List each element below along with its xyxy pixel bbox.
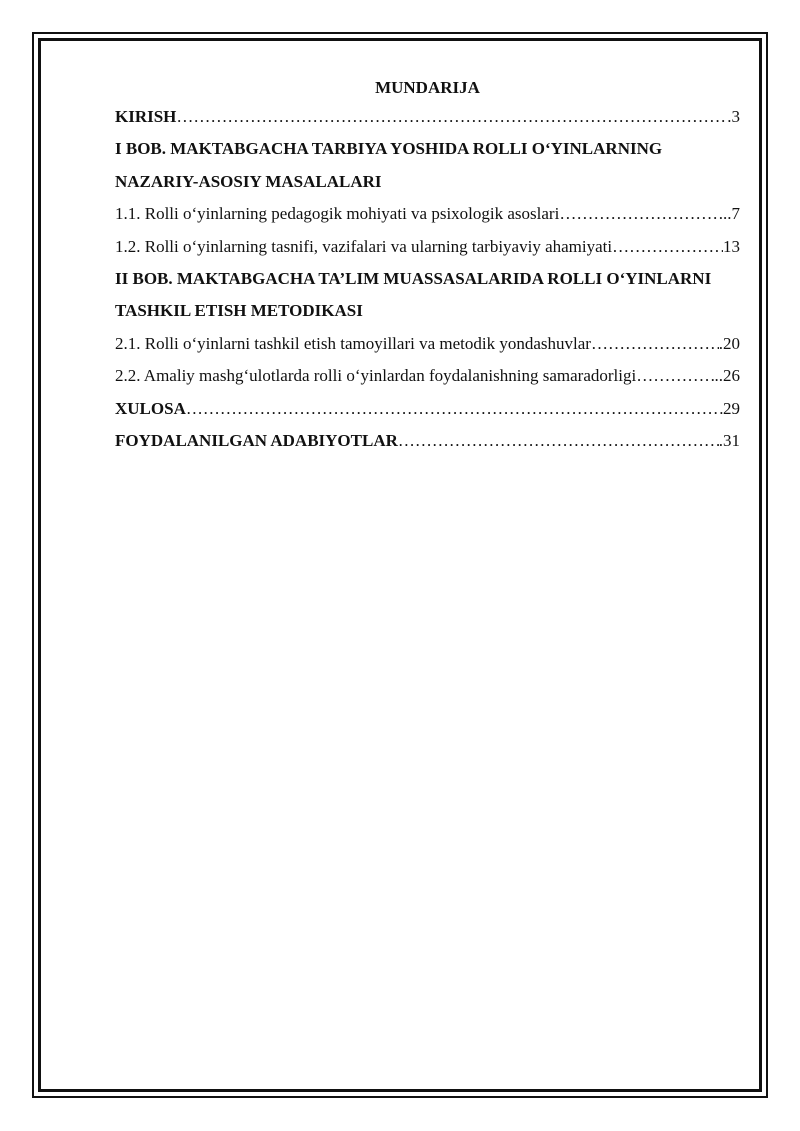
toc-entry-label: KIRISH: [115, 107, 177, 126]
toc-dot-leader: [636, 360, 714, 392]
toc-entry-adabiyotlar: [115, 425, 740, 457]
toc-dot-leader: [186, 393, 723, 425]
toc-entry-2-1: [115, 328, 740, 360]
toc-entry-1-2: [115, 231, 740, 263]
toc-entry-1-1: [115, 198, 740, 230]
toc-entry-label: 1.1. Rolli o‘yinlarning pedagogik mohiyati va psixologik asoslari: [115, 204, 560, 224]
toc-dot-leader: [559, 198, 718, 230]
toc-page-number: 13: [723, 236, 740, 256]
toc-chapter-heading-1: I BOB. MAKTABGACHA TARBIYA YOSHIDA ROLLI O‘YINLARNING NAZARIY-ASOSIY MASALALARI: [115, 139, 663, 191]
toc-page-number: ..26: [714, 366, 740, 386]
toc-page-number: .3: [727, 107, 740, 126]
toc-page-number: .20: [718, 333, 740, 353]
toc-entry-2-2: [115, 360, 740, 392]
toc-page-number: 29: [723, 398, 740, 418]
toc-chapter-heading-2: II BOB. MAKTABGACHA TA’LIM MUASSASALARIDA ROLLI O‘YINLARNI TASHKIL ETISH METODIKASI: [115, 269, 712, 321]
table-of-contents: [115, 74, 740, 457]
toc-entry-label: 1.2. Rolli o‘yinlarning tasnifi, vazifalari va ularning tarbiyaviy ahamiyati: [115, 236, 613, 256]
toc-entry-label: XULOSA: [115, 398, 186, 418]
toc-title: MUNDARIJA: [375, 78, 480, 97]
toc-dot-leader: [612, 231, 723, 263]
toc-dot-leader: [176, 101, 727, 133]
toc-page-number: .31: [718, 431, 740, 451]
toc-dot-leader: [398, 425, 719, 457]
toc-entry-label: 2.1. Rolli o‘yinlarni tashkil etish tamoyillari va metodik yondashuvlar: [115, 333, 591, 353]
toc-entry-label: FOYDALANILGAN ADABIYOTLAR: [115, 431, 398, 451]
toc-entry-label: 2.2. Amaliy mashg‘ulotlarda rolli o‘yinlardan foydalanishning samaradorligi: [115, 366, 637, 386]
toc-entry-xulosa: [115, 393, 740, 425]
toc-dot-leader: [591, 328, 719, 360]
toc-entry-kirish: [115, 101, 740, 133]
toc-page-number: ...7: [718, 204, 740, 224]
